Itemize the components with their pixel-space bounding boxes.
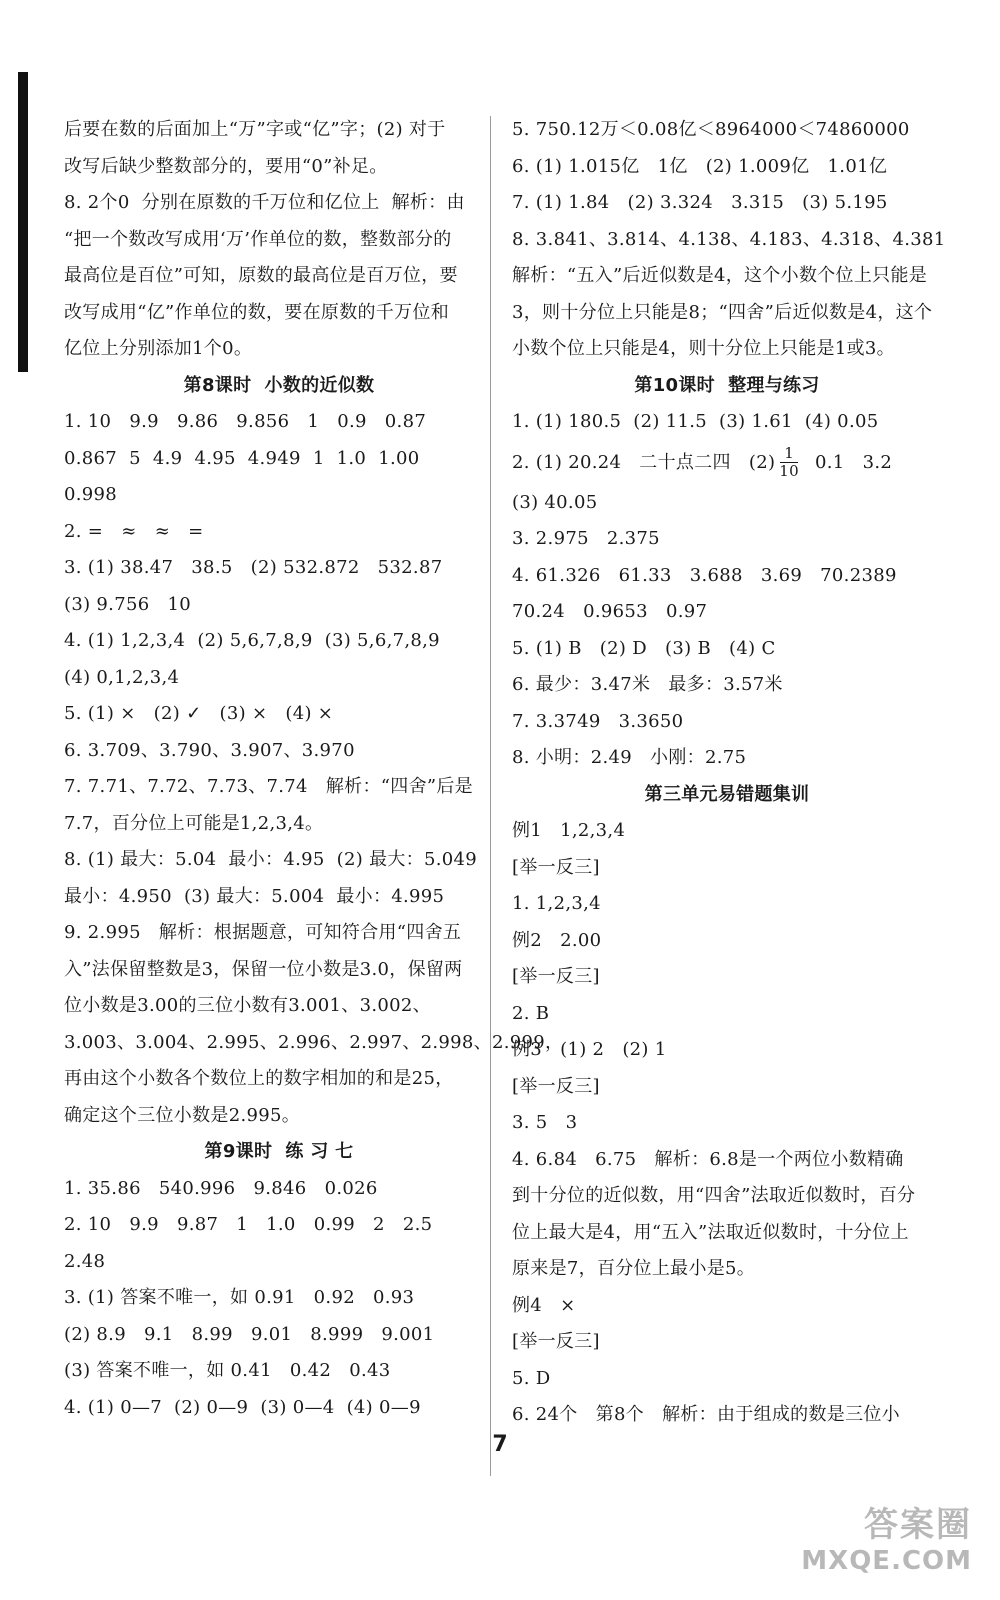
answer-line: 3. 5 3 <box>512 1112 578 1133</box>
answer-line: 改写后缺少整数部分的，要用“0”补足。 <box>64 155 388 177</box>
answer-line: 例1 1,2,3,4 <box>512 820 626 841</box>
right-column <box>512 112 946 1434</box>
answer-line: (2) 8.9 9.1 8.99 9.01 8.999 9.001 <box>64 1323 435 1345</box>
answer-line: 后要在数的后面加上“万”字或“亿”字；(2) 对于 <box>64 119 446 140</box>
answer-line: 2.48 <box>64 1250 106 1272</box>
answer-line: 位小数是3.00的三位小数有3.001、3.002、 <box>64 995 431 1016</box>
answer-line: 3. 2.975 2.375 <box>512 528 660 549</box>
answer-line: 8. (1) 最大：5.04 最小：4.95 (2) 最大：5.049 <box>64 849 478 870</box>
section-heading: 第三单元易错题集训 <box>644 783 810 805</box>
page-number: 7 <box>492 1432 508 1457</box>
answer-line: 1. 1,2,3,4 <box>512 893 601 914</box>
answer-line: (3) 9.756 10 <box>64 593 192 615</box>
answer-line: (3) 40.05 <box>512 491 598 513</box>
answer-line: 8. 小明：2.49 小刚：2.75 <box>512 747 747 768</box>
answer-line: 例2 2.00 <box>512 929 602 951</box>
answer-line: 70.24 0.9653 0.97 <box>512 601 708 622</box>
answer-line: (4) 0,1,2,3,4 <box>64 666 180 688</box>
answer-line-fraction: 2. (1) 20.24 二十点二四 (2) $\frac{1}{10}$ 0.1 3.2 <box>512 444 893 480</box>
answer-line: 4. 61.326 61.33 3.688 3.69 70.2389 <box>512 564 897 586</box>
watermark-url: MXQE.COM <box>801 1546 972 1576</box>
answer-line: 0.998 <box>64 484 118 505</box>
answer-line: 4. (1) 0—7 (2) 0—9 (3) 0—4 (4) 0—9 <box>64 1396 421 1418</box>
answer-line: 6. (1) 1.015亿 1亿 (2) 1.009亿 1.01亿 <box>512 155 888 177</box>
answer-line: 小数个位上只能是4，则十分位上只能是1或3。 <box>512 338 895 359</box>
answer-line: 6. 24个 第8个 解析：由于组成的数是三位小 <box>512 1404 900 1425</box>
answer-line: 7. 3.3749 3.3650 <box>512 710 684 732</box>
answer-line: 5. 750.12万＜0.08亿＜8964000＜74860000 <box>512 119 910 140</box>
section-heading: 第8课时 小数的近似数 <box>183 374 375 396</box>
answer-line: 8. 2个0 分别在原数的千万位和亿位上 解析：由 <box>64 192 465 213</box>
answer-line: 7.7，百分位上可能是1,2,3,4。 <box>64 812 324 834</box>
answer-line: 6. 3.709、3.790、3.907、3.970 <box>64 739 355 761</box>
answer-line: 5. D <box>512 1367 551 1389</box>
fraction-one-tenth: $\frac{1}{10}$ <box>779 444 799 480</box>
answer-line: 入”法保留整数是3，保留一位小数是3.0，保留两 <box>64 958 463 980</box>
answer-line: 例4 × <box>512 1294 576 1316</box>
answer-line: [举一反三] <box>512 1075 600 1097</box>
answer-line: 确定这个三位小数是2.995。 <box>64 1104 301 1126</box>
answer-line: 3.003、3.004、2.995、2.996、2.997、2.998、2.999， <box>64 1031 564 1053</box>
answer-line: 解析：“五入”后近似数是4，这个小数个位上只能是 <box>512 265 928 286</box>
answer-line: 2. 10 9.9 9.87 1 1.0 0.99 2 2.5 <box>64 1214 433 1235</box>
answer-line: 9. 2.995 解析：根据题意，可知符合用“四舍五 <box>64 922 462 943</box>
answer-line: 3. (1) 38.47 38.5 (2) 532.872 532.87 <box>64 557 443 578</box>
answer-line: 5. (1) × (2) ✓ (3) × (4) × <box>64 703 334 724</box>
page-edge-bar <box>18 72 28 372</box>
answer-line: 最小：4.950 (3) 最大：5.004 最小：4.995 <box>64 885 445 907</box>
answer-line: 5. (1) B (2) D (3) B (4) C <box>512 637 776 659</box>
answer-line: 8. 3.841、3.814、4.138、4.183、4.318、4.381 <box>512 228 946 250</box>
answer-line: 7. (1) 1.84 (2) 3.324 3.315 (3) 5.195 <box>512 192 888 213</box>
answer-line: 位上最大是4，用“五入”法取近似数时，十分位上 <box>512 1221 909 1243</box>
answer-line: 例3 (1) 2 (2) 1 <box>512 1039 667 1060</box>
answer-line: 0.867 5 4.9 4.95 4.949 1 1.0 1.00 <box>64 447 420 469</box>
answer-line: (3) 答案不唯一，如 0.41 0.42 0.43 <box>64 1360 391 1381</box>
answer-line: [举一反三] <box>512 856 600 878</box>
answer-line: [举一反三] <box>512 966 600 987</box>
answer-line: 1. 10 9.9 9.86 9.856 1 0.9 0.87 <box>64 411 427 432</box>
answer-line: 7. 7.71、7.72、7.73、7.74 解析：“四舍”后是 <box>64 776 473 797</box>
answer-line: 亿位上分别添加1个0。 <box>64 338 253 359</box>
answer-line: 4. 6.84 6.75 解析：6.8是一个两位小数精确 <box>512 1148 904 1170</box>
answer-line: 1. (1) 180.5 (2) 11.5 (3) 1.61 (4) 0.05 <box>512 411 879 432</box>
answer-line: 1. 35.86 540.996 9.846 0.026 <box>64 1177 378 1199</box>
answer-line: “把一个数改写成用‘万’作单位的数，整数部分的 <box>64 228 452 250</box>
answer-line: 4. (1) 1,2,3,4 (2) 5,6,7,8,9 (3) 5,6,7,8,9 <box>64 630 440 651</box>
answer-line: 2. = ≈ ≈ = <box>64 520 204 542</box>
watermark <box>801 1497 972 1576</box>
answer-line: 2. B <box>512 1002 550 1024</box>
answer-line: 原来是7，百分位上最小是5。 <box>512 1258 756 1279</box>
watermark-name: 答案圈 <box>864 1505 972 1545</box>
answer-line: 6. 最少：3.47米 最多：3.57米 <box>512 674 783 695</box>
answer-line: 到十分位的近似数，用“四舍”法取近似数时，百分 <box>512 1185 916 1206</box>
answer-line: 最高位是百位”可知，原数的最高位是百万位，要 <box>64 265 458 286</box>
section-heading: 第10课时 整理与练习 <box>634 374 820 396</box>
answer-line: 3. (1) 答案不唯一，如 0.91 0.92 0.93 <box>64 1287 415 1308</box>
answer-line: [举一反三] <box>512 1331 600 1352</box>
answer-line: 3，则十分位上只能是8；“四舍”后近似数是4，这个 <box>512 301 933 323</box>
answer-line: 再由这个小数各个数位上的数字相加的和是25， <box>64 1068 454 1089</box>
answer-line: 改写成用“亿”作单位的数，要在原数的千万位和 <box>64 301 450 323</box>
section-heading: 第9课时 练 习 七 <box>204 1141 354 1162</box>
